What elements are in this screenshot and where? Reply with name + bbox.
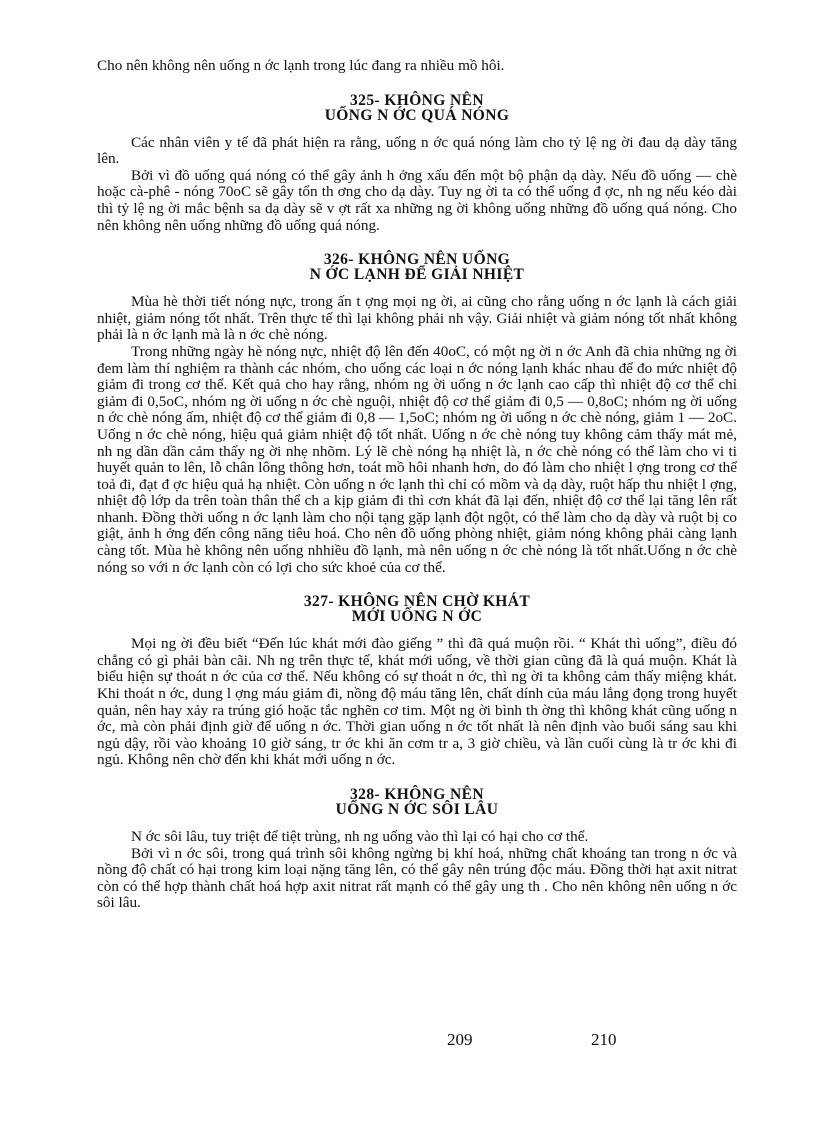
section-title-line1: 326- KHÔNG NÊN UỐNG <box>323 251 511 269</box>
paragraph: Trong những ngày hè nóng nực, nhiệt độ lên đến 40oC, có một ng ời n ớc Anh đã chia những ng ời đem làm thí nghiệm ra thành các nhóm, cho uống các loại n ớc nóng lạnh khác nhau để đo mức nhiệt độ giảm đi trong cơ thể. Kết quả cho hay rằng, nhóm ng ời uống n ớc lạnh cao cấp thì nhiệt độ cơ thể chỉ giảm đi 0,5oC, nhóm ng ời uống n ớc chè nguội, nhiệt độ cơ thể giảm đi 0,5 — 0,8oC; nhóm ng ời uống n ớc chè nóng ấm, nhiệt độ cơ thể giảm đi 0,8 — 1,5oC; nhóm ng ời uống n ớc chè nóng, giảm 1 — 2oC. Uống n ớc chè nóng, hiệu quả giảm nhiệt độ tốt nhất. Uống n ớc chè nóng tuy không cảm thấy mát mẻ, nh ng dần dần cảm thấy ng ời nhẹ nhõm. Lý lẽ chè nóng hạ nhiệt là, n ớc chè nóng có thể làm cho vi ti huyết quản to lên, lỗ chân lông thông hơn, toát mồ hôi nhanh hơn, do đó làm cho nhiệt l ợng trong cơ thể toả đi, đạt đ ợc hiệu quả hạ nhiệt. Còn uống n ớc lạnh thì chỉ có mồm và dạ dày, ruột hấp thu nhiệt l ợng, nhiệt độ lớp da trên toàn thân thể ch a kịp giảm đi thì cơn khát đã lại đến, nhiệt độ cơ thể lại tăng lên rất nhanh. Đồng thời uống n ớc lạnh làm cho nội tạng gặp lạnh đột ngột, có thể làm cho dạ dày và ruột bị co giật, ảnh h ởng đến công năng tiêu hoá. Cho nên đồ uống phòng nhiệt, giảm nóng không phải càng lạnh càng tốt. Mùa hè không nên uống nhhiều đồ lạnh, mà nên uống n ớc chè nóng là tốt nhất.Uống n ớc chè nóng so với n ớc lạnh còn có lợi cho sức khoẻ của cơ thể. <box>97 342 737 576</box>
page-body <box>97 58 737 912</box>
section-title-line1: 325- KHÔNG NÊN <box>350 91 484 109</box>
section-title-line2: UỐNG N ỚC SÔI LÂU <box>335 801 499 818</box>
paragraph: N ớc sôi lâu, tuy triệt để tiệt trùng, nh ng uống vào thì lại có hại cho cơ thể. <box>131 828 589 845</box>
section-heading-325 <box>97 93 737 123</box>
section-heading-327 <box>97 594 737 624</box>
section-title-line2: MỚI UỐNG N ỚC <box>351 608 483 626</box>
paragraph: Các nhân viên y tế đã phát hiện ra rằng, uống n ớc quá nóng làm cho tỷ lệ ng ời đau dạ dày tăng lên. <box>97 133 737 168</box>
section-title-line2: UỐNG N ỚC QUÁ NÓNG <box>324 106 510 124</box>
section-heading-328 <box>97 787 737 817</box>
section-title-line2: N ỚC LẠNH ĐỂ GIẢI NHIỆT <box>309 266 525 284</box>
page-number-right: 210 <box>591 1030 617 1049</box>
paragraph: Mùa hè thời tiết nóng nực, trong ấn t ợng mọi ng ời, ai cũng cho rằng uống n ớc lạnh là cách giải nhiệt, giảm nóng tốt nhất. Trên thực tế thì lại không phải nh vậy. Giải nhiệt và giảm nóng tốt nhất không phải là n ớc lạnh mà là n ớc chè nóng. <box>97 293 737 344</box>
section-title-line1: 327- KHÔNG NÊN CHỜ KHÁT <box>303 593 531 611</box>
paragraph: Bởi vì đồ uống quá nóng có thể gây ảnh h ởng xấu đến một bộ phận dạ dày. Nếu đồ uống — chè hoặc cà-phê - nóng 70oC sẽ gây tổn th ơng cho dạ dày. Tuy ng ời ta có thể uống đ ợc, nh ng nếu kéo dài thì tỷ lệ ng ời mắc bệnh sa dạ dày sẽ v ợt rất xa những ng ời không uống những đồ uống quá nóng. Cho nên không nên uống những đồ uống quá nóng. <box>97 166 737 234</box>
paragraph: Mọi ng ời đều biết “Đến lúc khát mới đào giếng ” thì đã quá muộn rồi. “ Khát thì uống”, điều đó chẳng có gì phải bàn cãi. Nh ng trên thực tế, khát mới uống, về thời gian cũng đã là quá muộn. Khát là biểu hiện sự thoát n ớc của cơ thể. Nếu không có sự thoát n ớc, thì ng ời ta không cảm thấy miệng khát. Khi thoát n ớc, dung l ợng máu giảm đi, nồng độ máu tăng lên, chất dính của máu lắng đọng trong huyết quản, nên hay xảy ra trúng gió hoặc tắc nghẽn cơ tim. Một ng ời bình th ờng thì không khát cũng uống n ớc, mà còn phải định giờ để uống n ớc. Thời gian uống n ớc tốt nhất là nên định vào buổi sáng sau khi ngủ dậy, rồi vào khoảng 10 giờ sáng, tr ớc khi ăn cơm tr a, 3 giờ chiều, và lần cuối cùng là tr ớc khi đi ngủ. Không nên chờ đến khi khát mới uống n ớc. <box>97 635 737 769</box>
page-number-left: 209 <box>447 1030 473 1049</box>
paragraph: Bởi vì n ớc sôi, trong quá trình sôi không ngừng bị khí hoá, những chất khoáng tan trong n ớc và nồng độ chất có hại trong kim loại nặng tăng lên, có thể gây nên trúng độc máu. Đồng thời hạt axit nitrat còn có thể hợp thành chất hoá hợp axit nitrat rất mạnh có thể gây ung th . Cho nên không nên uống n ớc sôi lâu. <box>97 844 737 912</box>
section-heading-326 <box>97 252 737 282</box>
section-title-line1: 328- KHÔNG NÊN <box>350 786 484 803</box>
intro-paragraph: Cho nên không nên uống n ớc lạnh trong lúc đang ra nhiều mồ hôi. <box>97 57 505 74</box>
